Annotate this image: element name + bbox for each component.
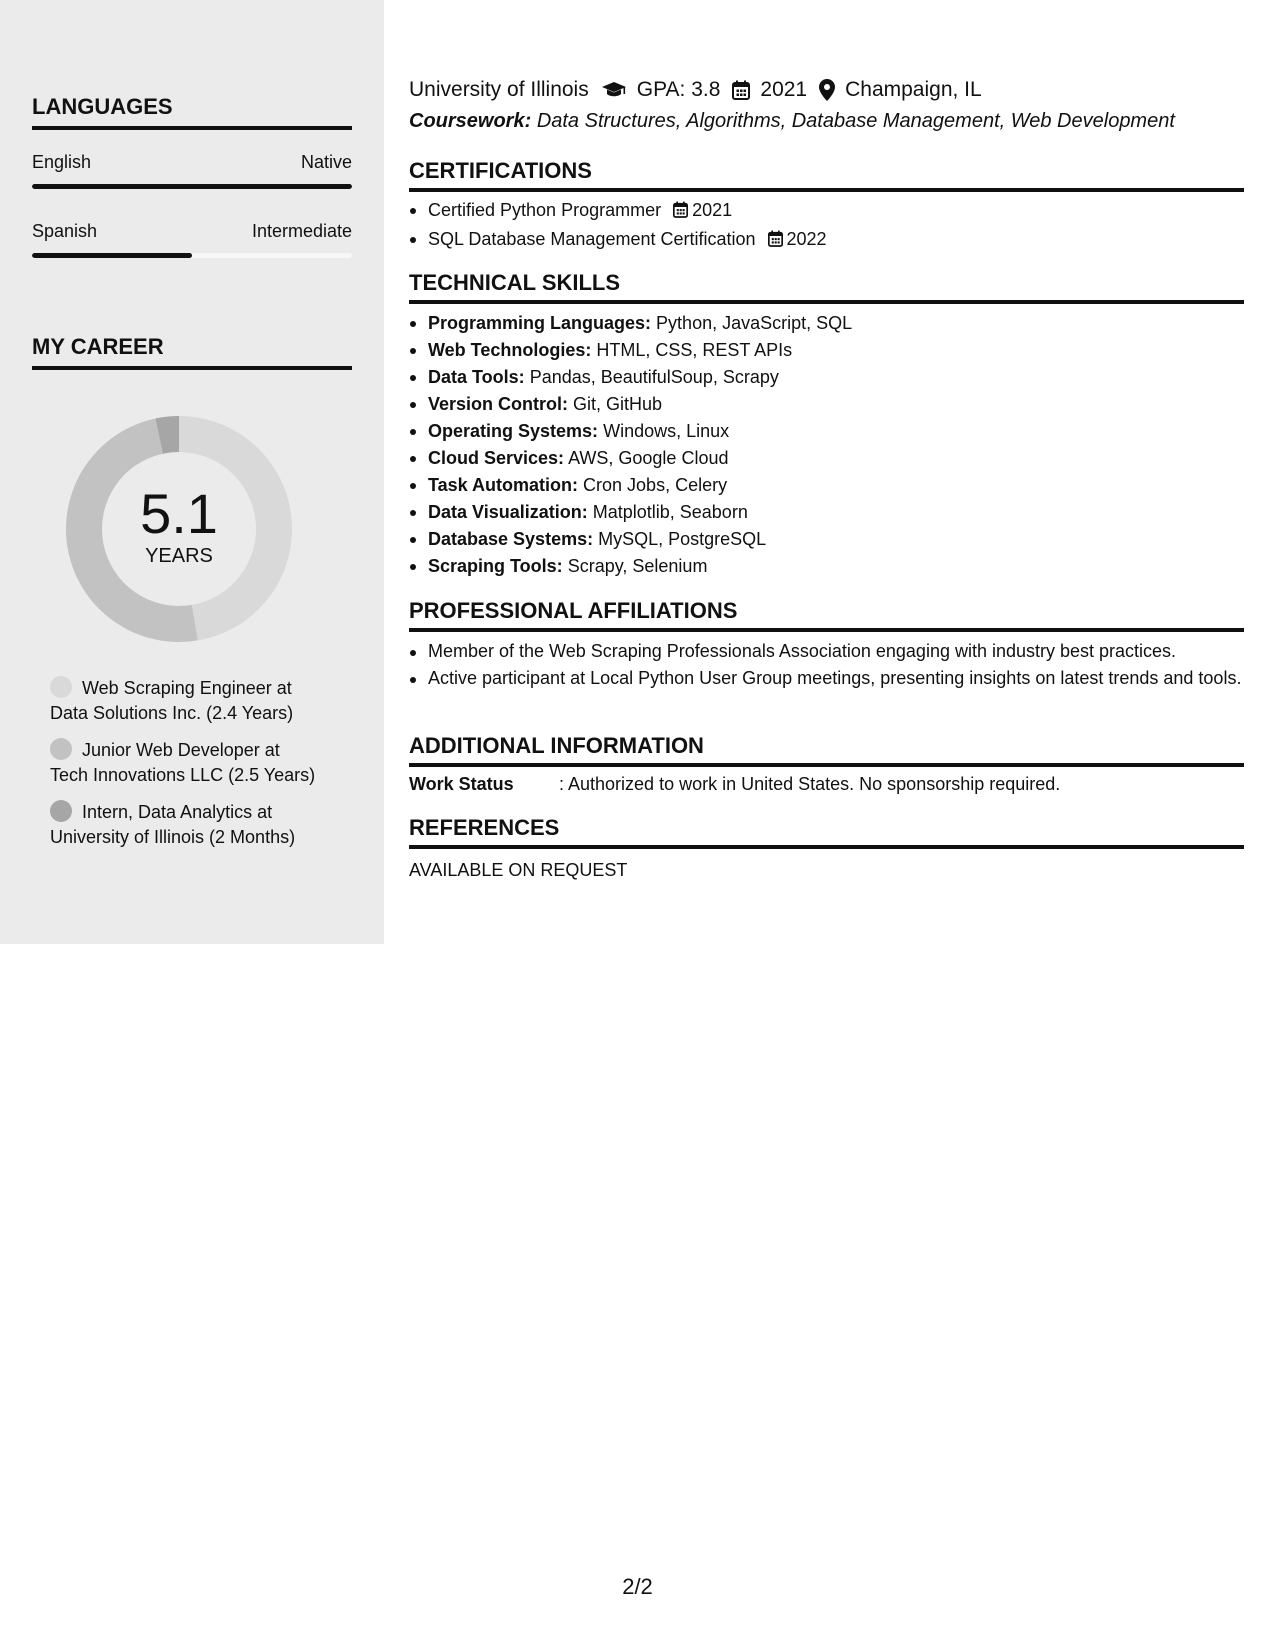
work-status-value: : Authorized to work in United States. No sponsorship required. xyxy=(559,774,1061,794)
certification-name: Certified Python Programmer xyxy=(428,200,662,220)
skill-item xyxy=(409,364,1244,391)
language-item-english xyxy=(32,152,352,173)
skill-value: Scrapy, Selenium xyxy=(567,556,708,576)
skill-item xyxy=(409,499,1244,526)
calendar-icon xyxy=(673,199,688,226)
career-org: Data Solutions Inc. (2.4 Years) xyxy=(50,703,294,723)
career-title: Intern, Data Analytics at xyxy=(82,802,273,822)
skill-value: Windows, Linux xyxy=(603,421,730,441)
certifications-heading: CERTIFICATIONS xyxy=(409,158,1244,192)
language-name: Spanish xyxy=(32,221,98,241)
location-pin-icon xyxy=(819,79,835,101)
certifications-list xyxy=(409,197,1244,255)
page-number: 2/2 xyxy=(622,1574,653,1599)
calendar-icon xyxy=(732,80,750,100)
language-proficiency-fill xyxy=(32,184,352,189)
skill-label: Data Visualization: xyxy=(428,502,588,522)
skill-item xyxy=(409,391,1244,418)
skill-value: HTML, CSS, REST APIs xyxy=(596,340,793,360)
additional-information-heading: ADDITIONAL INFORMATION xyxy=(409,733,1244,767)
skill-value: Git, GitHub xyxy=(573,394,663,414)
coursework xyxy=(409,110,1175,133)
skill-value: Cron Jobs, Celery xyxy=(583,475,728,495)
skill-item xyxy=(409,310,1244,337)
sidebar xyxy=(0,0,384,944)
language-name: English xyxy=(32,152,92,172)
career-legend-item xyxy=(50,800,360,850)
language-item-spanish xyxy=(32,221,352,242)
language-proficiency-bar xyxy=(32,253,352,258)
skill-value: MySQL, PostgreSQL xyxy=(598,529,767,549)
affiliations-list xyxy=(409,639,1244,693)
references-heading: REFERENCES xyxy=(409,815,1244,849)
affiliation-item: Active participant at Local Python User Group meetings, presenting insights on latest trends and tools. xyxy=(409,666,1244,690)
coursework-list: Data Structures, Algorithms, Database Management, Web Development xyxy=(536,110,1175,132)
legend-dot xyxy=(50,800,72,822)
career-title: Junior Web Developer at xyxy=(82,740,280,760)
coursework-label: Coursework: xyxy=(409,110,532,132)
donut-center xyxy=(66,416,292,642)
technical-skills-heading: TECHNICAL SKILLS xyxy=(409,270,1244,304)
career-legend-item xyxy=(50,676,360,726)
skill-value: Python, JavaScript, SQL xyxy=(656,313,853,333)
skill-label: Web Technologies: xyxy=(428,340,592,360)
graduation-year: 2021 xyxy=(760,78,808,101)
skill-item xyxy=(409,418,1244,445)
skill-item xyxy=(409,553,1244,580)
graduation-cap-icon xyxy=(601,81,627,99)
skill-item xyxy=(409,472,1244,499)
skill-value: AWS, Google Cloud xyxy=(568,448,729,468)
skill-label: Cloud Services: xyxy=(428,448,565,468)
language-level: Intermediate xyxy=(251,221,352,241)
skill-label: Scraping Tools: xyxy=(428,556,563,576)
certification-item xyxy=(409,197,1244,226)
skill-label: Database Systems: xyxy=(428,529,594,549)
education-line xyxy=(409,78,982,102)
career-total-unit: YEARS xyxy=(145,544,213,567)
career-total-value: 5.1 xyxy=(140,481,218,545)
skill-label: Programming Languages: xyxy=(428,313,652,333)
skill-value: Pandas, BeautifulSoup, Scrapy xyxy=(529,367,779,387)
skill-label: Operating Systems: xyxy=(428,421,599,441)
legend-dot xyxy=(50,738,72,760)
certification-year: 2022 xyxy=(786,229,827,249)
career-legend-item xyxy=(50,738,360,788)
legend-dot xyxy=(50,676,72,698)
school-name: University of Illinois xyxy=(409,78,589,101)
calendar-icon xyxy=(768,228,783,255)
career-title: Web Scraping Engineer at xyxy=(82,678,292,698)
skill-label: Data Tools: xyxy=(428,367,525,387)
career-donut-chart xyxy=(66,416,292,642)
affiliation-item: Member of the Web Scraping Professionals Association engaging with industry best practices. xyxy=(409,639,1244,663)
skill-value: Matplotlib, Seaborn xyxy=(592,502,748,522)
career-legend xyxy=(50,676,360,862)
languages-heading: LANGUAGES xyxy=(32,94,352,130)
work-status-row xyxy=(409,774,1060,795)
certification-name: SQL Database Management Certification xyxy=(428,229,756,249)
certification-year: 2021 xyxy=(692,200,733,220)
skill-item xyxy=(409,337,1244,364)
language-proficiency-bar xyxy=(32,184,352,189)
skills-list xyxy=(409,310,1244,580)
skill-label: Version Control: xyxy=(428,394,569,414)
work-status-label: Work Status xyxy=(409,774,514,794)
career-heading: MY CAREER xyxy=(32,334,352,370)
professional-affiliations-heading: PROFESSIONAL AFFILIATIONS xyxy=(409,598,1244,632)
skill-label: Task Automation: xyxy=(428,475,579,495)
skill-item xyxy=(409,526,1244,553)
school-location: Champaign, IL xyxy=(845,78,982,101)
language-proficiency-fill xyxy=(32,253,192,258)
career-org: Tech Innovations LLC (2.5 Years) xyxy=(50,765,316,785)
career-org: University of Illinois (2 Months) xyxy=(50,827,296,847)
references-text: AVAILABLE ON REQUEST xyxy=(409,860,628,880)
certification-item xyxy=(409,226,1244,255)
language-level: Native xyxy=(300,152,352,172)
skill-item xyxy=(409,445,1244,472)
gpa: GPA: 3.8 xyxy=(636,78,721,101)
